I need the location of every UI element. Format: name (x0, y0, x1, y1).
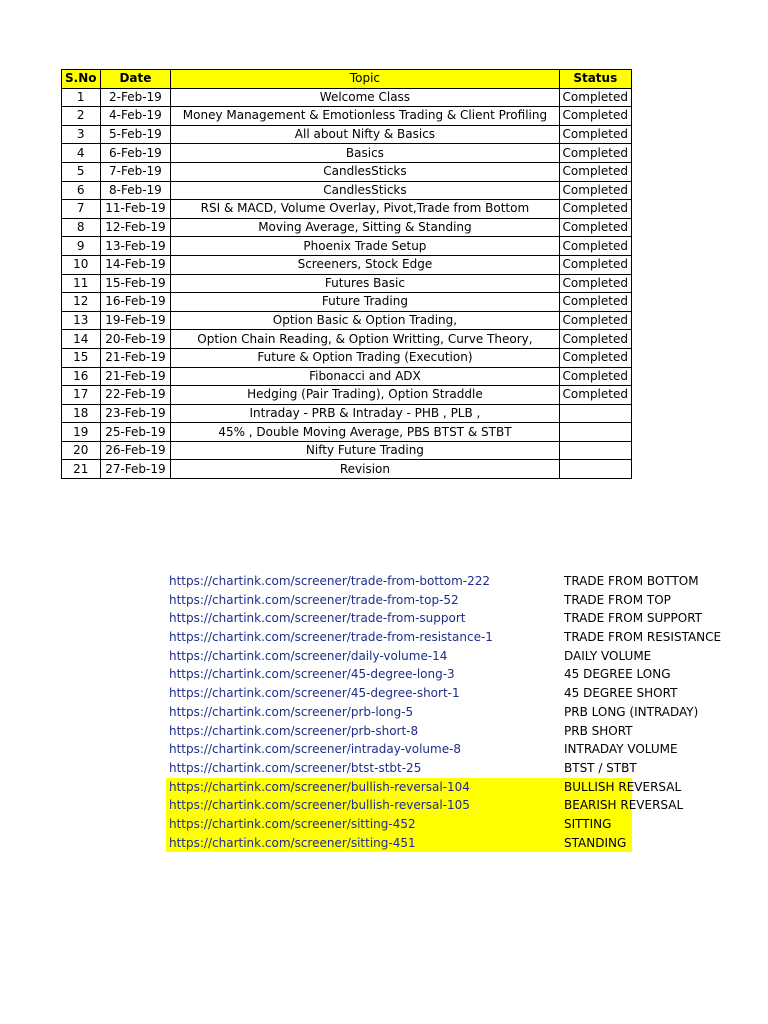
screener-link[interactable]: https://chartink.com/screener/prb-long-5 (169, 704, 414, 719)
screener-link[interactable]: https://chartink.com/screener/intraday-volume-8 (169, 742, 462, 757)
cell-topic: Nifty Future Trading (171, 441, 559, 460)
cell-topic: Futures Basic (171, 274, 559, 293)
link-row (166, 647, 652, 666)
link-row (166, 759, 637, 778)
cell-status: Completed (559, 348, 631, 367)
link-row (166, 665, 671, 684)
screener-label: BEARISH REVERSAL (564, 798, 684, 813)
screener-link[interactable]: https://chartink.com/screener/trade-from-top-52 (169, 592, 459, 607)
cell-sno: 3 (62, 125, 101, 144)
cell-topic: Revision (171, 460, 559, 479)
screener-label: BULLISH REVERSAL (564, 779, 682, 794)
cell-date: 20-Feb-19 (100, 330, 171, 349)
screener-link[interactable]: https://chartink.com/screener/sitting-451 (169, 835, 416, 850)
cell-status (559, 423, 631, 442)
cell-sno: 17 (62, 386, 101, 405)
cell-date: 19-Feb-19 (100, 311, 171, 330)
header-topic: Topic (171, 70, 559, 89)
screener-link[interactable]: https://chartink.com/screener/bullish-reversal-105 (169, 798, 470, 813)
table-row (62, 367, 632, 386)
cell-topic: Hedging (Pair Trading), Option Straddle (171, 386, 559, 405)
cell-topic: Screeners, Stock Edge (171, 255, 559, 274)
table-row (62, 181, 632, 200)
screener-label: TRADE FROM TOP (564, 592, 671, 607)
cell-sno: 14 (62, 330, 101, 349)
screener-link[interactable]: https://chartink.com/screener/prb-short-8 (169, 723, 419, 738)
cell-topic: Money Management & Emotionless Trading & Client Profiling (171, 107, 559, 126)
cell-sno: 18 (62, 404, 101, 423)
table-row (62, 386, 632, 405)
schedule-body (62, 88, 632, 478)
screener-link[interactable]: https://chartink.com/screener/btst-stbt-25 (169, 760, 422, 775)
cell-date: 21-Feb-19 (100, 348, 171, 367)
cell-status: Completed (559, 181, 631, 200)
cell-status: Completed (559, 162, 631, 181)
table-row (62, 144, 632, 163)
cell-date: 8-Feb-19 (100, 181, 171, 200)
cell-sno: 5 (62, 162, 101, 181)
table-row (62, 293, 632, 312)
cell-date: 7-Feb-19 (100, 162, 171, 181)
cell-status: Completed (559, 367, 631, 386)
link-row (166, 628, 722, 647)
table-row (62, 441, 632, 460)
cell-sno: 16 (62, 367, 101, 386)
cell-status: Completed (559, 330, 631, 349)
screener-link[interactable]: https://chartink.com/screener/daily-volume-14 (169, 648, 448, 663)
cell-sno: 12 (62, 293, 101, 312)
cell-sno: 4 (62, 144, 101, 163)
cell-status (559, 460, 631, 479)
screener-label: DAILY VOLUME (564, 648, 652, 663)
cell-sno: 1 (62, 88, 101, 107)
table-row (62, 311, 632, 330)
cell-date: 6-Feb-19 (100, 144, 171, 163)
link-row (166, 778, 682, 797)
cell-status: Completed (559, 200, 631, 219)
screener-link[interactable]: https://chartink.com/screener/45-degree-short-1 (169, 686, 460, 701)
cell-topic: Phoenix Trade Setup (171, 237, 559, 256)
header-date: Date (100, 70, 171, 89)
cell-topic: Option Chain Reading, & Option Writting, Curve Theory, (171, 330, 559, 349)
cell-date: 15-Feb-19 (100, 274, 171, 293)
cell-date: 26-Feb-19 (100, 441, 171, 460)
cell-topic: CandlesSticks (171, 181, 559, 200)
cell-date: 14-Feb-19 (100, 255, 171, 274)
screener-label: SITTING (564, 816, 612, 831)
screener-links-list (166, 572, 722, 852)
table-row (62, 460, 632, 479)
link-row (166, 815, 632, 834)
cell-sno: 6 (62, 181, 101, 200)
cell-topic: Moving Average, Sitting & Standing (171, 218, 559, 237)
screener-label: TRADE FROM RESISTANCE (564, 630, 722, 645)
cell-status: Completed (559, 255, 631, 274)
cell-status: Completed (559, 293, 631, 312)
cell-status: Completed (559, 386, 631, 405)
cell-sno: 2 (62, 107, 101, 126)
cell-date: 23-Feb-19 (100, 404, 171, 423)
link-row (166, 572, 699, 591)
cell-date: 21-Feb-19 (100, 367, 171, 386)
cell-date: 5-Feb-19 (100, 125, 171, 144)
screener-label: BTST / STBT (564, 760, 637, 775)
table-row (62, 125, 632, 144)
cell-status: Completed (559, 88, 631, 107)
cell-sno: 9 (62, 237, 101, 256)
screener-link[interactable]: https://chartink.com/screener/sitting-452 (169, 816, 416, 831)
screener-label: TRADE FROM SUPPORT (564, 611, 702, 626)
header-status: Status (559, 70, 631, 89)
table-row (62, 404, 632, 423)
cell-topic: Future & Option Trading (Execution) (171, 348, 559, 367)
cell-topic: RSI & MACD, Volume Overlay, Pivot,Trade from Bottom (171, 200, 559, 219)
cell-sno: 10 (62, 255, 101, 274)
cell-status: Completed (559, 218, 631, 237)
cell-date: 12-Feb-19 (100, 218, 171, 237)
cell-topic: Basics (171, 144, 559, 163)
table-row (62, 274, 632, 293)
cell-status (559, 404, 631, 423)
cell-date: 22-Feb-19 (100, 386, 171, 405)
table-row (62, 200, 632, 219)
cell-sno: 15 (62, 348, 101, 367)
cell-topic: Option Basic & Option Trading, (171, 311, 559, 330)
cell-sno: 8 (62, 218, 101, 237)
cell-date: 25-Feb-19 (100, 423, 171, 442)
screener-link[interactable]: https://chartink.com/screener/trade-from-support (169, 611, 466, 626)
link-row (166, 703, 699, 722)
cell-sno: 7 (62, 200, 101, 219)
screener-label: 45 DEGREE SHORT (564, 686, 678, 701)
table-row (62, 330, 632, 349)
header-sno: S.No (62, 70, 101, 89)
table-row (62, 107, 632, 126)
cell-status: Completed (559, 311, 631, 330)
cell-date: 27-Feb-19 (100, 460, 171, 479)
cell-status: Completed (559, 274, 631, 293)
screener-label: PRB SHORT (564, 723, 633, 738)
header-row (62, 70, 632, 89)
link-row (166, 684, 678, 703)
screener-label: 45 DEGREE LONG (564, 667, 671, 682)
screener-label: PRB LONG (INTRADAY) (564, 704, 699, 719)
cell-topic: Intraday - PRB & Intraday - PHB , PLB , (171, 404, 559, 423)
screener-label: STANDING (564, 835, 627, 850)
cell-sno: 11 (62, 274, 101, 293)
cell-date: 16-Feb-19 (100, 293, 171, 312)
cell-topic: All about Nifty & Basics (171, 125, 559, 144)
cell-topic: CandlesSticks (171, 162, 559, 181)
cell-date: 2-Feb-19 (100, 88, 171, 107)
table-row (62, 237, 632, 256)
link-row (166, 722, 632, 741)
screener-link[interactable]: https://chartink.com/screener/bullish-reversal-104 (169, 779, 470, 794)
cell-topic: Future Trading (171, 293, 559, 312)
cell-topic: Welcome Class (171, 88, 559, 107)
link-row (166, 740, 678, 759)
table-row (62, 348, 632, 367)
cell-date: 11-Feb-19 (100, 200, 171, 219)
table-row (62, 218, 632, 237)
screener-label: TRADE FROM BOTTOM (564, 574, 699, 588)
screener-label: INTRADAY VOLUME (564, 742, 678, 757)
link-row (166, 834, 632, 853)
cell-date: 4-Feb-19 (100, 107, 171, 126)
link-row (166, 591, 671, 610)
class-schedule-table (61, 69, 632, 479)
cell-sno: 13 (62, 311, 101, 330)
cell-date: 13-Feb-19 (100, 237, 171, 256)
cell-topic: Fibonacci and ADX (171, 367, 559, 386)
table-row (62, 423, 632, 442)
screener-link[interactable]: https://chartink.com/screener/trade-from-bottom-222 (169, 574, 491, 588)
link-row (166, 796, 684, 815)
cell-status: Completed (559, 237, 631, 256)
cell-sno: 21 (62, 460, 101, 479)
cell-sno: 20 (62, 441, 101, 460)
screener-link[interactable]: https://chartink.com/screener/trade-from-resistance-1 (169, 630, 493, 645)
cell-status (559, 441, 631, 460)
link-row (166, 609, 702, 628)
table-row (62, 88, 632, 107)
screener-link[interactable]: https://chartink.com/screener/45-degree-long-3 (169, 667, 455, 682)
cell-sno: 19 (62, 423, 101, 442)
cell-status: Completed (559, 144, 631, 163)
cell-status: Completed (559, 125, 631, 144)
table-row (62, 162, 632, 181)
cell-status: Completed (559, 107, 631, 126)
cell-topic: 45% , Double Moving Average, PBS BTST & STBT (171, 423, 559, 442)
table-row (62, 255, 632, 274)
